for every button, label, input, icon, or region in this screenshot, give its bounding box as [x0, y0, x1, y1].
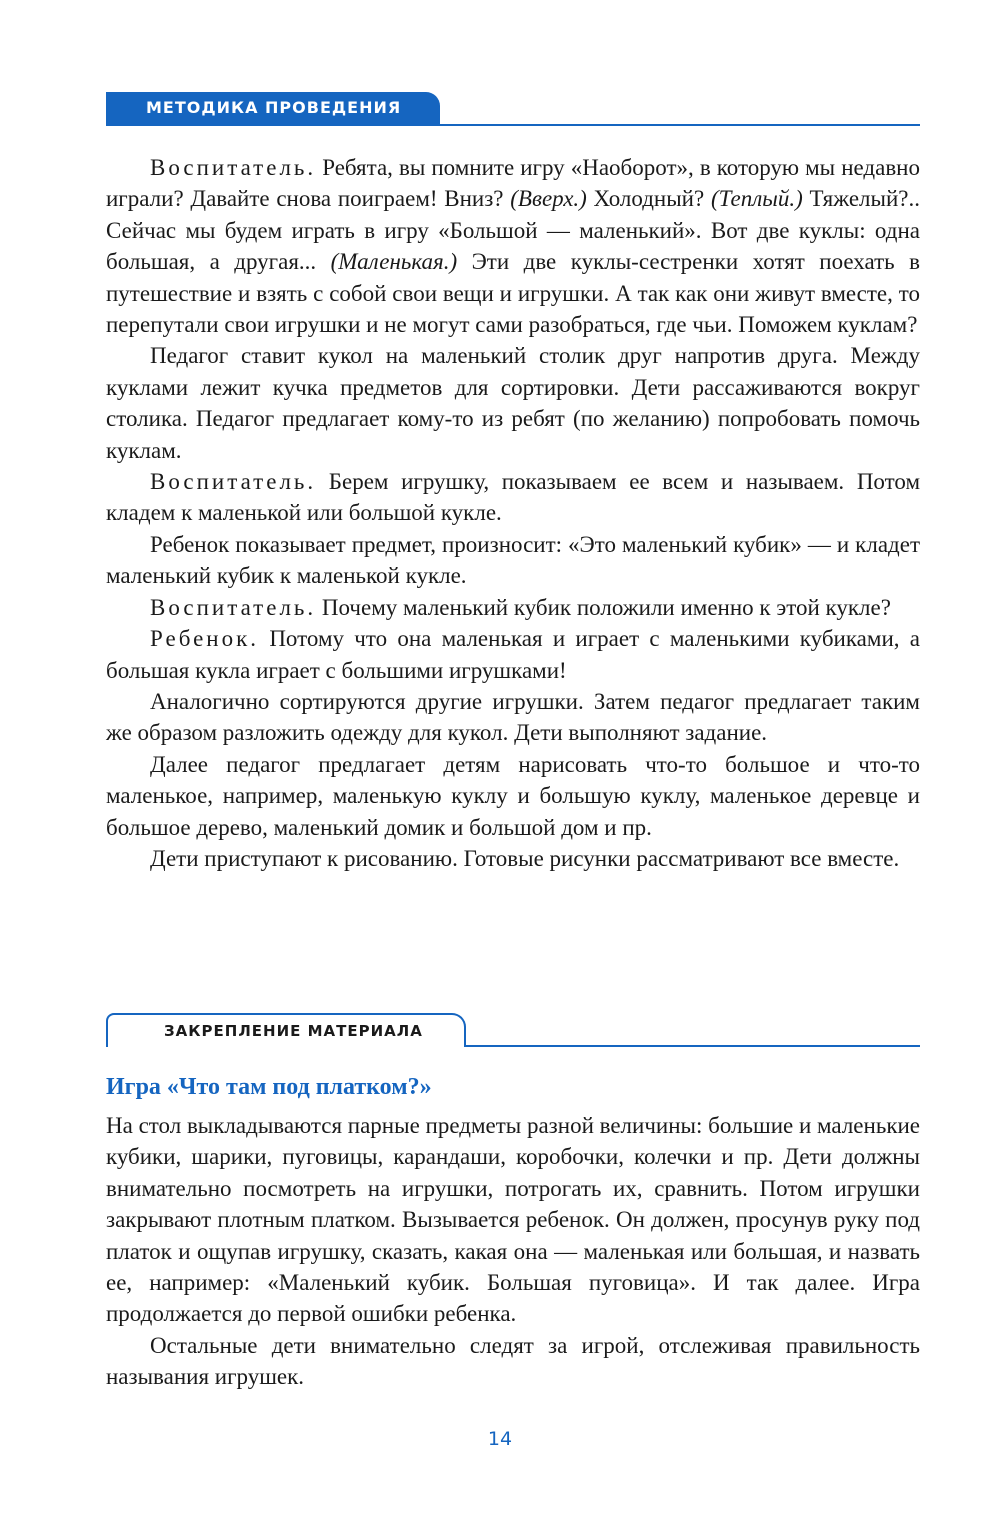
text-run: Потому что она маленькая и играет с маленькими кубиками, а большая кукла играет с большими игрушками! — [106, 626, 920, 683]
methodology-text — [106, 152, 920, 874]
italic-remark: (Вверх.) — [510, 186, 587, 212]
paragraph — [106, 466, 920, 529]
speaker-label: Воспитатель. — [150, 594, 317, 620]
section-title: МЕТОДИКА ПРОВЕДЕНИЯ — [106, 92, 440, 126]
page-number: 14 — [487, 1428, 513, 1450]
text-run: Берем игрушку, показываем ее всем и называем. Потом кладем к маленькой или большой кукле. — [106, 469, 920, 526]
italic-remark: (Теплый.) — [710, 186, 803, 212]
game-title: Игра «Что там под платком?» — [106, 1074, 432, 1100]
paragraph: На стол выкладываются парные предметы разной величины: большие и маленькие кубики, шарики, пуговицы, карандаши, коробочки, колечки и пр. Дети должны внимательно посмотреть на игрушки, потрогать их, сравнить. Потом игрушки закрывают плотным платком. Вызывается ребенок. Он должен, просунув руку под платок и ощупав игрушку, сказать, какая она — маленькая или большая, и назвать ее, например: «Маленький кубик. Большая пуговица». И так далее. Игра продолжается до первой ошибки ребенка. — [106, 1113, 921, 1327]
text-run: Эти две куклы-сестренки хотят поехать в путешествие и взять с собой свои вещи и игрушки. А так как они живут вместе, то перепутали свои игрушки и не могут сами разобраться, где чьи. Поможем куклам? — [106, 249, 920, 338]
paragraph: Дети приступают к рисованию. Готовые рисунки рассматривают все вместе. — [150, 845, 900, 871]
game-text — [106, 1110, 920, 1393]
paragraph: Далее педагог предлагает детям нарисовать что-то большое и что-то маленькое, например, маленькую куклу и большую куклу, маленькое деревце и большое дерево, маленький домик и большой дом и пр. — [106, 751, 920, 840]
speaker-label: Воспитатель. — [150, 469, 317, 495]
speaker-label: Ребенок. — [150, 626, 260, 652]
text-run: Холодный? — [586, 186, 711, 212]
section-header-methodology — [106, 92, 920, 126]
paragraph: Ребенок показывает предмет, произносит: «Это маленький кубик» — и кладет маленький кубик к маленькой кукле. — [106, 531, 920, 589]
paragraph: Педагог ставит кукол на маленький столик друг напротив друга. Между куклами лежит кучка предметов для сортировки. Дети рассаживаются вокруг столика. Педагог предлагает кому-то из ребят (по желанию) попробовать помочь куклам. — [106, 343, 920, 463]
paragraph — [106, 592, 920, 623]
paragraph — [106, 623, 920, 686]
text-run: Тяжелый?.. Сейчас мы будем играть в игру «Большой — маленький». Вот две куклы: одна большая, а другая... — [106, 186, 921, 275]
paragraph: Остальные дети внимательно следят за игрой, отслеживая правильность называния игрушек. — [106, 1332, 920, 1390]
speaker-label: Воспитатель. — [150, 155, 317, 180]
text-run: Почему маленький кубик положили именно к этой кукле? — [316, 594, 891, 620]
section-header-reinforcement — [106, 1013, 920, 1047]
paragraph: Аналогично сортируются другие игрушки. Затем педагог предлагает таким же образом разложить одежду для кукол. Дети выполняют задание. — [106, 688, 920, 746]
paragraph — [106, 152, 920, 340]
italic-remark: (Маленькая.) — [330, 249, 458, 275]
section-title: ЗАКРЕПЛЕНИЕ МАТЕРИАЛА — [106, 1013, 466, 1047]
text-run: Ребята, вы помните игру «Наоборот», в которую мы недавно играли? Давайте снова поиграем! Вниз? — [106, 155, 920, 212]
